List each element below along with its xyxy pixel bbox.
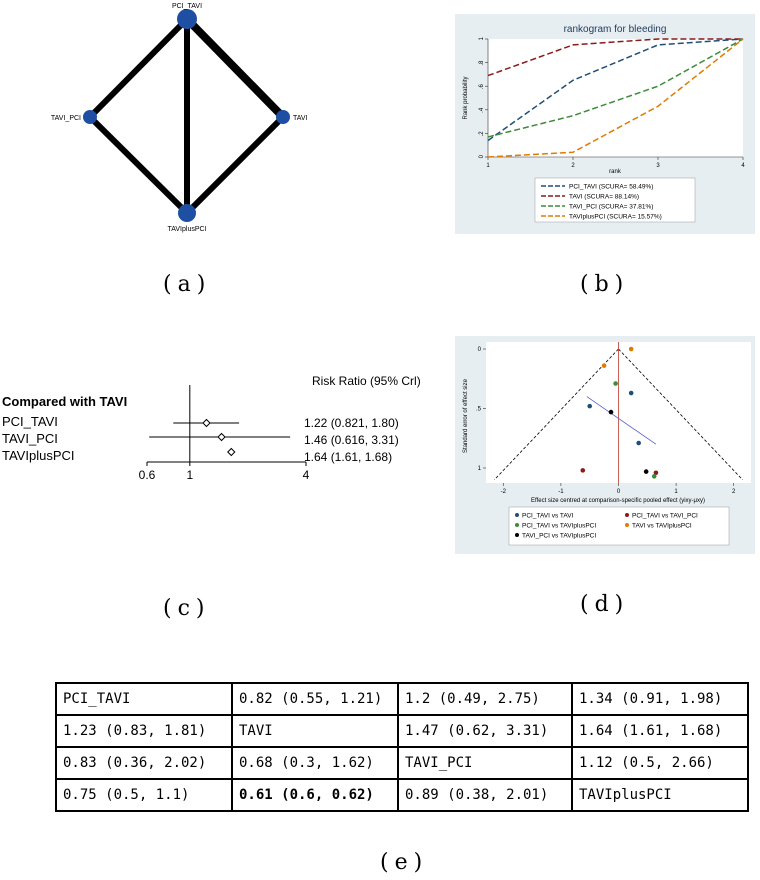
rank-x-tick-label: 1 (486, 163, 490, 169)
funnel-point (644, 469, 649, 474)
edge-pci-tavi-tavi-pci (90, 19, 187, 117)
node-tavi-pci (83, 110, 97, 124)
funnel-xlabel: Effect size centred at comparison-specific pooled effect (yixy-μxy) (531, 498, 705, 504)
forest-plot (130, 380, 320, 490)
funnel-x-tick-label: 1 (674, 489, 678, 495)
funnel-legend-label: TAVI vs TAVIplusPCI (632, 522, 692, 530)
funnel-ylabel: Standard error of effect size (463, 379, 469, 453)
table-cell: 1.23 (0.83, 1.81) (56, 715, 232, 747)
funnel-x-tick-label: -1 (558, 489, 564, 495)
network-plot (40, 0, 330, 240)
table-cell: 0.75 (0.5, 1.1) (56, 779, 232, 811)
forest-header: Risk Ratio (95% Crl) (312, 374, 421, 388)
funnel-point (587, 404, 592, 409)
table-cell-highlight: 0.61 (0.6, 0.62) (232, 779, 398, 811)
forest-estimate-marker (228, 449, 235, 456)
caption-a: (a) (163, 272, 212, 297)
forest-estimate-marker (203, 420, 210, 427)
funnel-point (629, 391, 634, 396)
forest-row-value: 1.46 (0.616, 3.31) (304, 433, 399, 447)
table-cell: TAVI_PCI (398, 747, 572, 779)
table-cell: 1.47 (0.62, 3.31) (398, 715, 572, 747)
rank-x-tick-label: 2 (571, 163, 575, 169)
funnel-point (609, 410, 614, 415)
funnel-point (636, 441, 641, 446)
rankogram-chart (455, 14, 755, 234)
table-cell: 0.89 (0.38, 2.01) (398, 779, 572, 811)
table-cell: PCI_TAVI (56, 683, 232, 715)
forest-row-value: 1.64 (1.61, 1.68) (304, 450, 393, 464)
forest-axis-tick-label: 0.6 (138, 468, 156, 482)
funnel-legend-label: PCI_TAVI vs TAVI (522, 512, 574, 520)
rank-legend-label: PCI_TAVI (SCURA= 58.49%) (569, 183, 654, 191)
funnel-y-tick-label: .5 (475, 406, 481, 413)
rank-y-tick-label: .8 (479, 60, 485, 66)
network-edges (90, 19, 283, 213)
node-label-taviplus: TAVIplusPCI (167, 226, 207, 233)
caption-c: (c) (163, 596, 211, 621)
forest-title: Compared with TAVI (2, 394, 128, 409)
rank-legend-label: TAVIplusPCI (SCURA= 15.57%) (569, 213, 662, 221)
rankogram-xlabel: rank (609, 169, 621, 175)
rank-y-tick-label: 1 (479, 37, 485, 41)
funnel-legend-label: TAVI_PCI vs TAVIplusPCI (522, 532, 597, 540)
league-table (55, 682, 749, 812)
funnel-point (580, 468, 585, 473)
forest-row-label: PCI_TAVI (2, 414, 58, 429)
forest-row-label: TAVI_PCI (2, 431, 58, 446)
funnel-legend-marker (515, 523, 519, 527)
node-label-tavi-pci: TAVI_PCI (50, 115, 81, 122)
table-row (56, 779, 748, 811)
rank-x-tick-label: 3 (656, 163, 660, 169)
node-label-tavi: TAVI (293, 115, 308, 122)
forest-axis-tick-label: 4 (302, 468, 310, 482)
funnel-legend-marker (515, 513, 519, 517)
table-row (56, 747, 748, 779)
rank-y-tick-label: .4 (479, 107, 485, 113)
table-cell: 0.82 (0.55, 1.21) (232, 683, 398, 715)
caption-d: (d) (580, 592, 630, 617)
funnel-x-tick-label: 0 (616, 489, 621, 495)
edge-tavi-taviplus (187, 117, 283, 213)
caption-b: (b) (580, 272, 630, 297)
forest-row-label: TAVIplusPCI (2, 448, 75, 463)
node-tavi (276, 110, 290, 124)
table-row (56, 683, 748, 715)
funnel-x-tick-label: -2 (500, 489, 506, 495)
caption-e: (e) (380, 850, 429, 875)
node-pci-tavi (177, 9, 197, 29)
rank-y-tick-label: .6 (479, 84, 485, 90)
table-cell: 0.83 (0.36, 2.02) (56, 747, 232, 779)
table-cell: 0.68 (0.3, 1.62) (232, 747, 398, 779)
table-cell: TAVIplusPCI (572, 779, 748, 811)
funnel-y-tick-label: 0 (477, 347, 481, 353)
funnel-x-tick-label: 2 (732, 489, 736, 495)
edge-pci-tavi-tavi (187, 19, 283, 117)
rankogram-plot-area (488, 39, 743, 157)
funnel-legend-label: PCI_TAVI vs TAVIplusPCI (522, 522, 597, 530)
funnel-point (602, 363, 607, 368)
table-cell: 1.34 (0.91, 1.98) (572, 683, 748, 715)
funnel-point (629, 347, 634, 352)
forest-row-value: 1.22 (0.821, 1.80) (304, 416, 399, 430)
rankogram-ylabel: Rank probability (463, 76, 469, 120)
funnel-legend-label: PCI_TAVI vs TAVI_PCI (632, 512, 698, 520)
rankogram-title: rankogram for bleeding (563, 24, 667, 35)
funnel-point (652, 474, 657, 479)
rank-y-tick-label: 0 (479, 155, 485, 159)
node-label-pci-tavi: PCI_TAVI (171, 3, 203, 10)
funnel-point (613, 381, 618, 386)
forest-axis-tick-label: 1 (186, 468, 194, 482)
node-taviplus (178, 204, 196, 222)
funnel-y-tick-label: 1 (477, 466, 481, 472)
table-cell: 1.64 (1.61, 1.68) (572, 715, 748, 747)
table-cell: 1.12 (0.5, 2.66) (572, 747, 748, 779)
funnel-legend-marker (515, 533, 519, 537)
rank-y-tick-label: .2 (479, 131, 485, 137)
forest-estimate-marker (218, 434, 225, 441)
rank-x-tick-label: 4 (741, 163, 745, 169)
funnel-legend-marker (625, 523, 629, 527)
rank-legend-label: TAVI_PCI (SCURA= 37.81%) (569, 203, 654, 211)
table-cell: TAVI (232, 715, 398, 747)
rank-legend-label: TAVI (SCURA= 88.14%) (569, 193, 640, 201)
funnel-legend-marker (625, 513, 629, 517)
table-cell: 1.2 (0.49, 2.75) (398, 683, 572, 715)
funnel-plot (455, 336, 755, 554)
table-row (56, 715, 748, 747)
edge-tavi-pci-taviplus (90, 117, 187, 213)
